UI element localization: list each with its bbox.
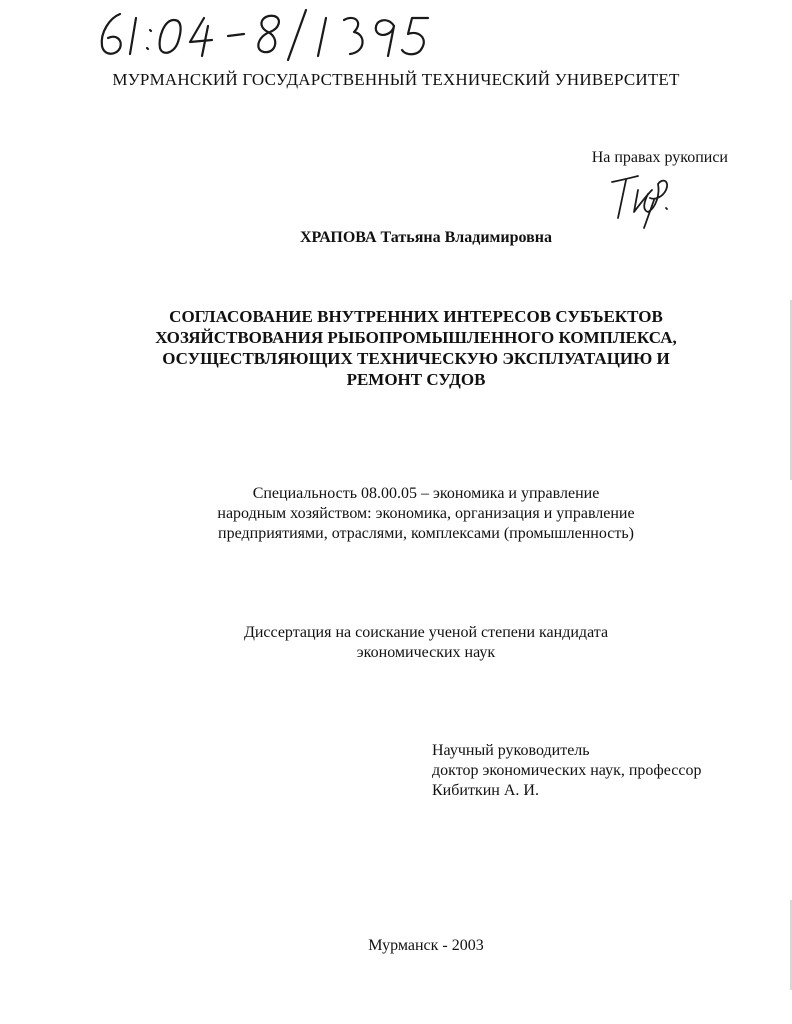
signature-drawing xyxy=(604,168,684,232)
specialty-line: предприятиями, отраслями, комплексами (промышленность) xyxy=(218,525,634,542)
title-line: РЕМОНТ СУДОВ xyxy=(346,370,486,389)
degree-statement xyxy=(0,623,792,663)
place-and-year: Мурманск - 2003 xyxy=(368,937,484,954)
title-line: ОСУЩЕСТВЛЯЮЩИХ ТЕХНИЧЕСКУЮ ЭКСПЛУАТАЦИЮ И xyxy=(162,349,670,368)
university-name: МУРМАНСКИЙ ГОСУДАРСТВЕННЫЙ ТЕХНИЧЕСКИЙ УНИВЕРСИТЕТ xyxy=(112,70,680,89)
supervisor-line: Кибиткин А. И. xyxy=(432,782,539,799)
specialty-block xyxy=(0,484,792,544)
handwritten-code-drawing xyxy=(92,4,432,66)
title-line: ХОЗЯЙСТВОВАНИЯ РЫБОПРОМЫШЛЕННОГО КОМПЛЕКСА, xyxy=(155,328,677,347)
degree-line: экономических наук xyxy=(356,644,496,661)
manuscript-rights-note: На правах рукописи xyxy=(591,149,728,166)
supervisor-block xyxy=(432,741,702,801)
degree-line: Диссертация на соискание ученой степени кандидата xyxy=(243,624,609,641)
supervisor-line: доктор экономических наук, профессор xyxy=(432,762,702,779)
author-name: ХРАПОВА Татьяна Владимировна xyxy=(299,229,553,246)
title-line: СОГЛАСОВАНИЕ ВНУТРЕННИХ ИНТЕРЕСОВ СУБЪЕКТОВ xyxy=(169,307,663,326)
handwritten-catalog-code xyxy=(92,4,432,66)
handwritten-signature xyxy=(604,168,684,232)
specialty-line: Специальность 08.00.05 – экономика и управление xyxy=(252,485,600,502)
supervisor-line: Научный руководитель xyxy=(432,742,590,759)
dissertation-title xyxy=(0,306,792,390)
specialty-line: народным хозяйством: экономика, организация и управление xyxy=(217,505,635,522)
